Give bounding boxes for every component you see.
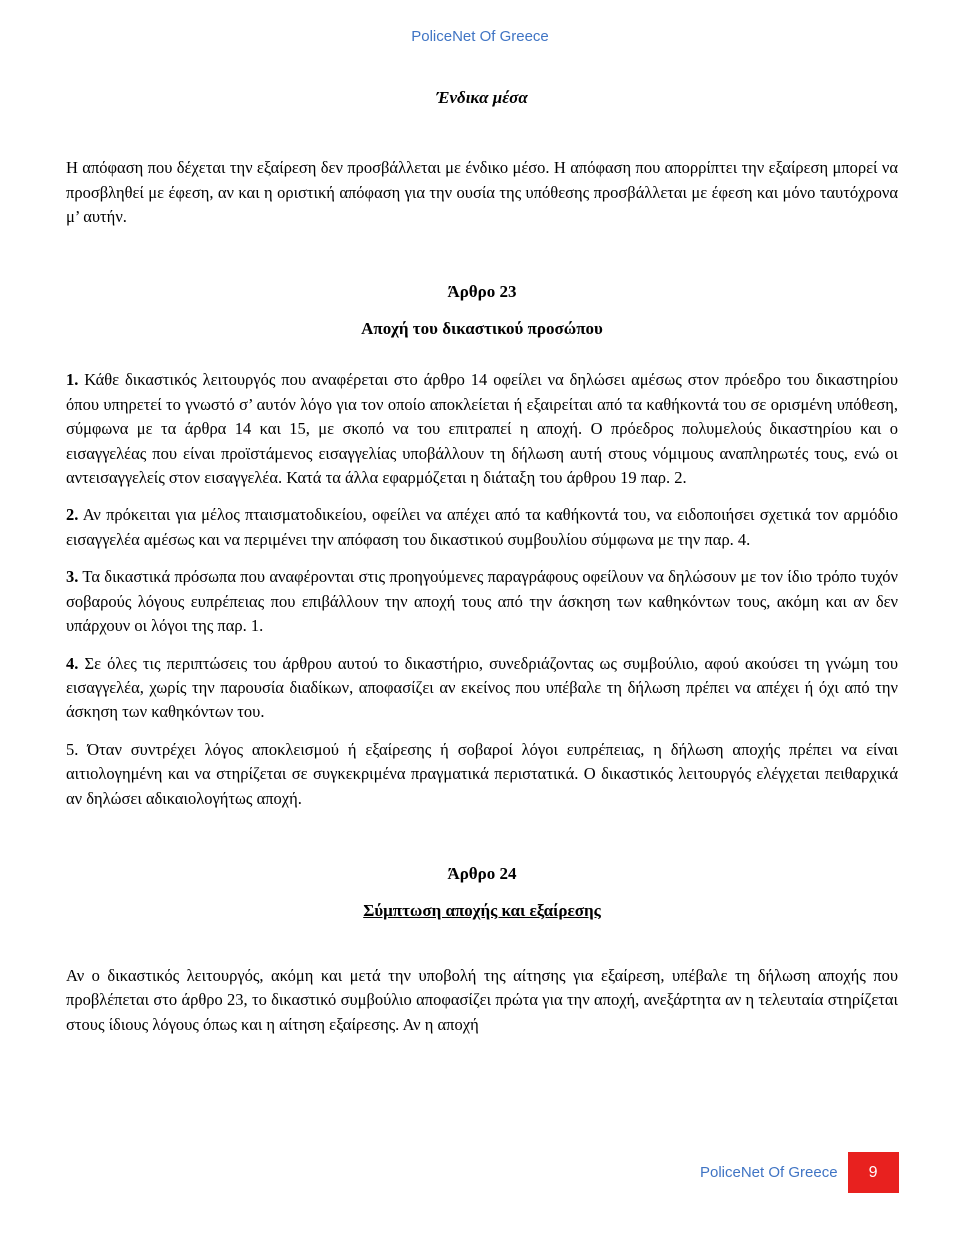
article-23-subtitle: Αποχή του δικαστικού προσώπου [361, 319, 603, 339]
paragraph-text: Τα δικαστικά πρόσωπα που αναφέρονται στις προηγούμενες παραγράφους οφείλουν να δηλώσουν με τον ίδιο τρόπο τυχόν σοβαρούς λόγους ευπρέπειας που επιβάλλουν την αποχή τους από την άσκηση των καθηκόντων τους, ακόμη και αν δεν υπάρχουν οι λόγοι της παρ. 1. [66, 567, 898, 636]
article-23-paragraph-1 [66, 368, 898, 490]
article-23-paragraph-5 [66, 738, 898, 811]
page-number-badge: 9 [848, 1152, 899, 1193]
article-23-title: Άρθρο 23 [447, 281, 517, 301]
page-footer [700, 1152, 899, 1193]
paragraph-number: 1. [66, 370, 79, 390]
footer-label: PoliceNet Of Greece [700, 1164, 838, 1181]
paragraph-number: 2. [66, 505, 79, 525]
article-23-paragraph-4 [66, 652, 898, 725]
paragraph-text: Σε όλες τις περιπτώσεις του άρθρου αυτού το δικαστήριο, συνεδριάζοντας ως συμβούλιο, αφού ακούσει τη γνώμη του εισαγγελέα, χωρίς την παρουσία διαδίκων, αποφασίζει αν εκείνος που υπέβαλε τη δήλωση πρέπει να απέχει ή όχι από την άσκηση των καθηκόντων του. [66, 653, 898, 722]
paragraph-text: Αν πρόκειται για μέλος πταισματοδικείου, οφείλει να απέχει από τα καθήκοντά του, να ειδοποιήσει σχετικά τον αρμόδιο εισαγγελέα αμέσως και να περιμένει την απόφαση του δικαστικού συμβουλίου σύμφωνα με την παρ. 4. [66, 505, 898, 549]
paragraph-text: 5. Όταν συντρέχει λόγος αποκλεισμού ή εξαίρεσης ή σοβαροί λόγοι ευπρέπειας, η δήλωση αποχής πρέπει να είναι αιτιολογημένη και να στηρίζεται σε συγκεκριμένα πραγματικά περιστατικά. Ο δικαστικός λειτουργός ελέγχεται πειθαρχικά αν δηλώσει αδικαιολογήτως αποχή. [66, 739, 898, 808]
article-23-paragraph-2 [66, 503, 898, 552]
article-24-subtitle: Σύμπτωση αποχής και εξαίρεσης [363, 901, 601, 921]
document-body [66, 86, 898, 1037]
paragraph-remedies: Η απόφαση που δέχεται την εξαίρεση δεν προσβάλλεται με ένδικο μέσο. Η απόφαση που απορρίπτει την εξαίρεση μπορεί να προσβληθεί με έφεση, αν και η οριστική απόφαση για την ουσία της υπόθεσης προσβάλλεται με έφεση και μόνο ταυτόχρονα μ’ αυτήν. [66, 158, 898, 227]
paragraph-text: Κάθε δικαστικός λειτουργός που αναφέρεται στο άρθρο 14 οφείλει να δηλώσει αμέσως στον πρόεδρο του δικαστηρίου όπου υπηρετεί το γνωστό σ’ αυτόν λόγο για τον οποίο αποκλείεται ή εξαιρείται από τα καθήκοντά του σε ορισμένη υπόθεση, σύμφωνα με τα άρθρα 14 και 15, με σκοπό να του επιτραπεί η αποχή. Ο πρόεδρος πολυμελούς δικαστηρίου και ο εισαγγελέας που είναι προϊστάμενος εισαγγελίας υποβάλλουν τη δήλωση αυτή στους νόμιμους αναπληρωτές τους, ενώ οι αντεισαγγελείς στον εισαγγελέα. Κατά τα άλλα εφαρμόζεται η διάταξη του άρθρου 19 παρ. 2. [66, 370, 898, 488]
paragraph-number: 3. [66, 567, 79, 587]
paragraph-number: 4. [66, 653, 79, 673]
section-heading-remedies: Ένδικα μέσα [436, 88, 528, 107]
page-header: PoliceNet Of Greece [411, 28, 549, 45]
article-24-paragraph: Αν ο δικαστικός λειτουργός, ακόμη και μετά την υποβολή της αίτησης για εξαίρεση, υπέβαλε τη δήλωση αποχής που προβλέπεται στο άρθρο 23, το δικαστικό συμβούλιο αποφασίζει πρώτα για την αποχή, ανεξάρτητα αν η τελευταία στηρίζεται στους ίδιους λόγους όπως και η αίτηση εξαίρεσης. Αν η αποχή [66, 965, 898, 1034]
article-24-title: Άρθρο 24 [447, 863, 517, 883]
article-23-paragraph-3 [66, 565, 898, 638]
